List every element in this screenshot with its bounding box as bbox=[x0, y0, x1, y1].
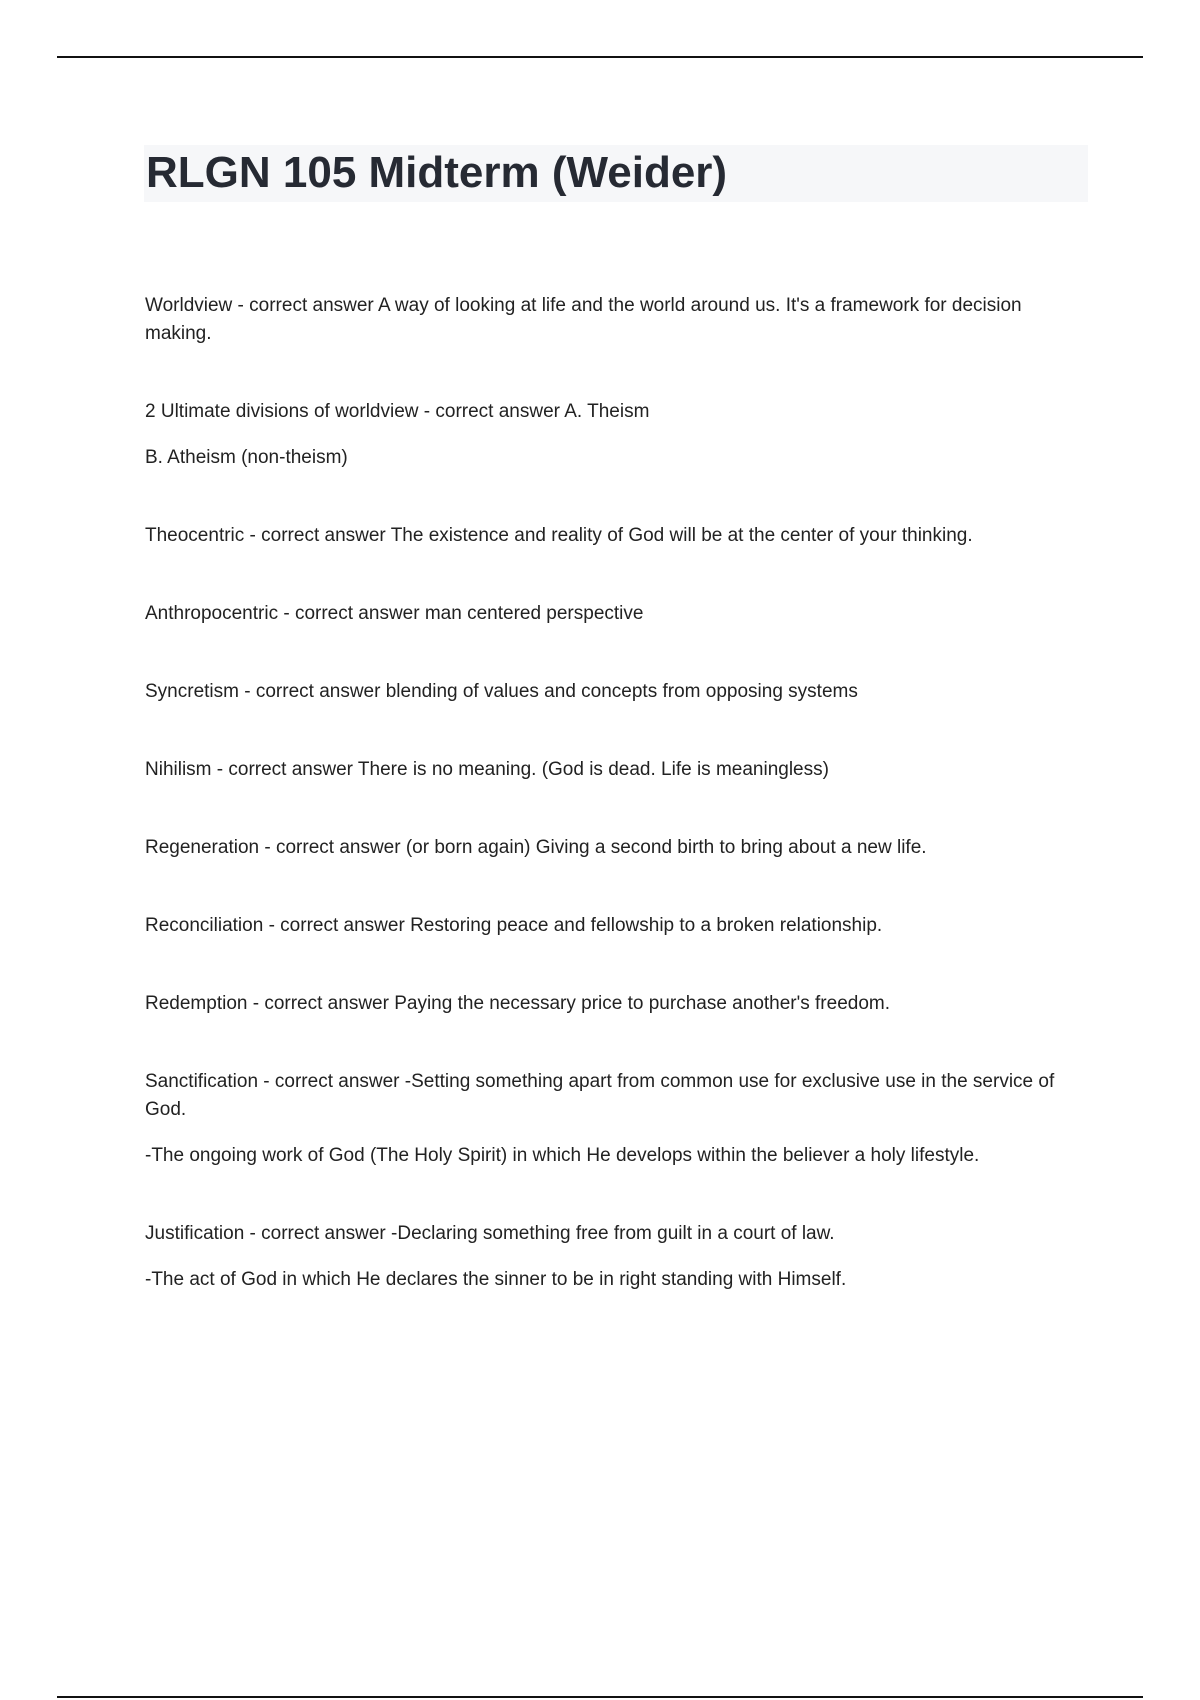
flashcard-answer: A. Theism bbox=[564, 401, 650, 422]
answer-separator: - correct answer bbox=[258, 1071, 405, 1092]
flashcard-list bbox=[145, 292, 1075, 1344]
flashcard-answer: Paying the necessary price to purchase another's freedom. bbox=[394, 993, 891, 1014]
flashcard bbox=[145, 1068, 1075, 1170]
flashcard-answer: -Setting something apart from common use for exclusive use in the service of God. bbox=[145, 1071, 1055, 1120]
flashcard-term: Nihilism bbox=[145, 759, 212, 780]
flashcard-first-line bbox=[145, 756, 1075, 784]
flashcard-answer: A way of looking at life and the world around us. It's a framework for decision making. bbox=[145, 295, 1022, 344]
flashcard bbox=[145, 990, 1075, 1018]
bottom-rule bbox=[57, 1696, 1143, 1698]
flashcard-first-line bbox=[145, 600, 1075, 628]
flashcard-term: Justification bbox=[145, 1223, 245, 1244]
flashcard-term: Theocentric bbox=[145, 525, 245, 546]
answer-separator: - correct answer bbox=[211, 759, 358, 780]
flashcard-answer: (or born again) Giving a second birth to bring about a new life. bbox=[405, 837, 927, 858]
flashcard bbox=[145, 678, 1075, 706]
flashcard-answer: -Declaring something free from guilt in a court of law. bbox=[391, 1223, 835, 1244]
answer-separator: - correct answer bbox=[238, 681, 386, 702]
flashcard-answer-line: -The act of God in which He declares the sinner to be in right standing with Himself. bbox=[145, 1269, 847, 1290]
flashcard-term: Sanctification bbox=[145, 1071, 259, 1092]
flashcard-first-line bbox=[145, 990, 1075, 1018]
flashcard-term: 2 Ultimate divisions of worldview bbox=[145, 401, 419, 422]
flashcard-first-line bbox=[145, 522, 1075, 550]
flashcard-first-line bbox=[145, 398, 1075, 426]
flashcard-term: Anthropocentric bbox=[145, 603, 279, 624]
answer-separator: - correct answer bbox=[263, 915, 411, 936]
flashcard-term: Reconciliation bbox=[145, 915, 264, 936]
flashcard bbox=[145, 522, 1075, 550]
flashcard-term: Regeneration bbox=[145, 837, 260, 858]
flashcard-term: Worldview bbox=[145, 295, 233, 316]
flashcard bbox=[145, 912, 1075, 940]
flashcard-first-line bbox=[145, 912, 1075, 940]
answer-separator: - correct answer bbox=[244, 525, 391, 546]
flashcard bbox=[145, 834, 1075, 862]
answer-separator: - correct answer bbox=[247, 993, 395, 1014]
flashcard-answer-line: B. Atheism (non-theism) bbox=[145, 447, 348, 468]
answer-separator: - correct answer bbox=[232, 295, 378, 316]
flashcard-answer: man centered perspective bbox=[424, 603, 644, 624]
flashcard bbox=[145, 292, 1075, 348]
flashcard-first-line bbox=[145, 292, 1075, 348]
answer-separator: - correct answer bbox=[278, 603, 425, 624]
flashcard-first-line bbox=[145, 1068, 1075, 1124]
flashcard bbox=[145, 600, 1075, 628]
flashcard-answer-line: -The ongoing work of God (The Holy Spirit) in which He develops within the believer a holy lifestyle. bbox=[145, 1145, 980, 1166]
top-rule bbox=[57, 56, 1143, 58]
answer-separator: - correct answer bbox=[244, 1223, 392, 1244]
answer-separator: - correct answer bbox=[259, 837, 406, 858]
flashcard-answer: There is no meaning. (God is dead. Life is meaningless) bbox=[357, 759, 829, 780]
flashcard-term: Redemption bbox=[145, 993, 248, 1014]
flashcard bbox=[145, 1220, 1075, 1294]
flashcard-first-line bbox=[145, 834, 1075, 862]
flashcard-answer: Restoring peace and fellowship to a broken relationship. bbox=[410, 915, 883, 936]
flashcard-term: Syncretism bbox=[145, 681, 239, 702]
flashcard-first-line bbox=[145, 1220, 1075, 1248]
flashcard-first-line bbox=[145, 678, 1075, 706]
answer-separator: - correct answer bbox=[418, 401, 565, 422]
flashcard bbox=[145, 756, 1075, 784]
page-title: RLGN 105 Midterm (Weider) bbox=[146, 148, 728, 197]
flashcard bbox=[145, 398, 1075, 472]
flashcard-answer: The existence and reality of God will be at the center of your thinking. bbox=[390, 525, 973, 546]
flashcard-answer: blending of values and concepts from opposing systems bbox=[385, 681, 858, 702]
